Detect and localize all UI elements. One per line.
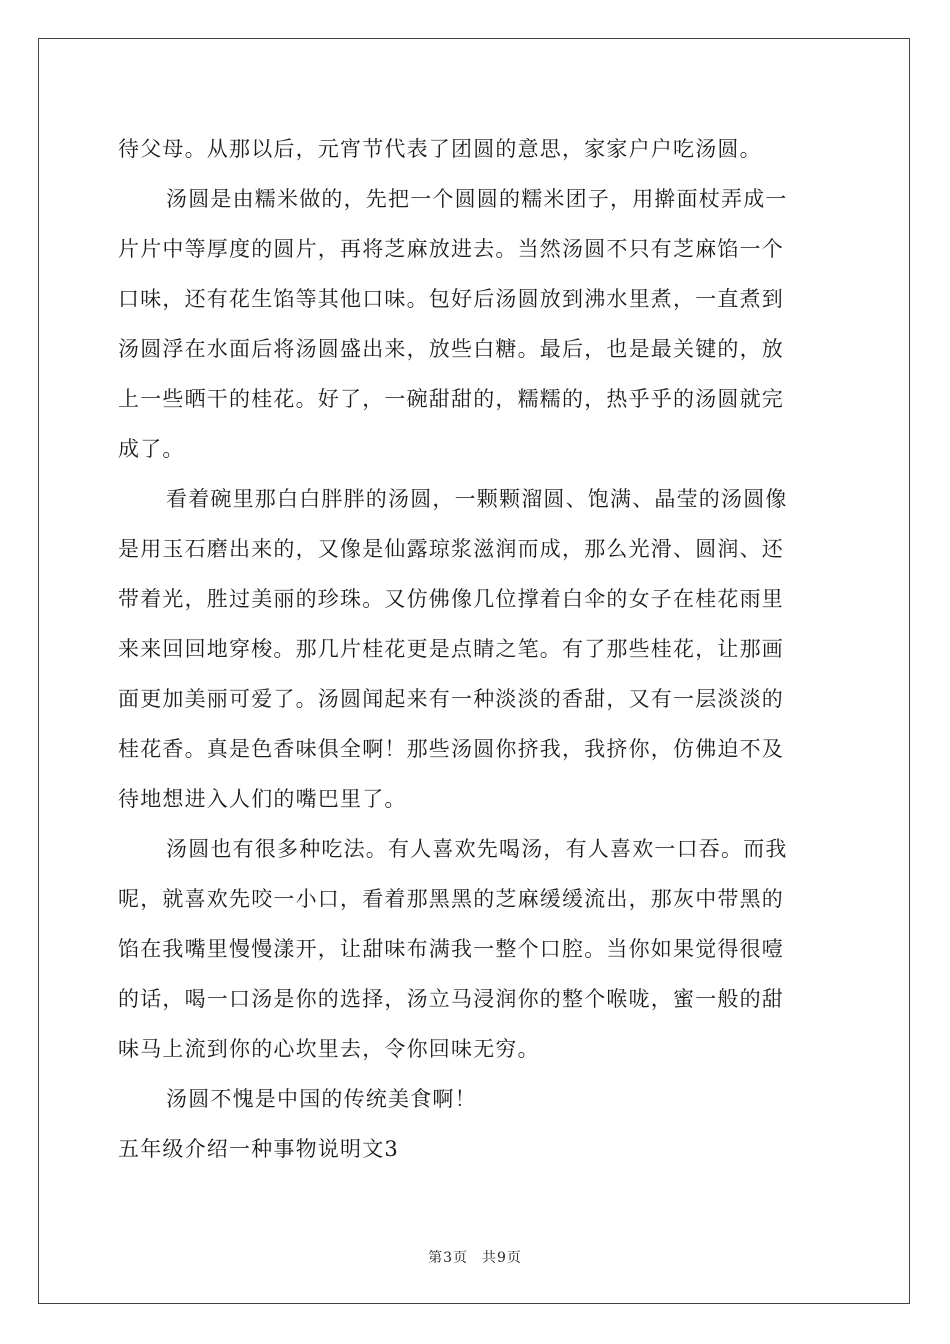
text-line: 汤圆也有很多种吃法。有人喜欢先喝汤，有人喜欢一口吞。而我: [166, 837, 788, 861]
current-page-label: 第3页: [428, 1250, 468, 1266]
text-line: 口味，还有花生馅等其他口味。包好后汤圆放到沸水里煮，一直煮到: [118, 287, 784, 311]
text-line: 看着碗里那白白胖胖的汤圆，一颗颗溜圆、饱满、晶莹的汤圆像: [166, 487, 788, 511]
page-footer: [0, 1247, 950, 1267]
total-pages-label: 共9页: [482, 1250, 522, 1266]
text-line: 汤圆浮在水面后将汤圆盛出来，放些白糖。最后，也是最关键的，放: [118, 337, 784, 361]
text-line: 带着光，胜过美丽的珍珠。又仿佛像几位撑着白伞的女子在桂花雨里: [118, 587, 784, 611]
text-line: 来来回回地穿梭。那几片桂花更是点睛之笔。有了那些桂花，让那画: [118, 637, 784, 661]
text-line: 桂花香。真是色香味俱全啊！那些汤圆你挤我，我挤你，仿佛迫不及: [118, 737, 784, 761]
text-line: 片片中等厚度的圆片，再将芝麻放进去。当然汤圆不只有芝麻馅一个: [118, 237, 784, 261]
text-line: 呢，就喜欢先咬一小口，看着那黑黑的芝麻缓缓流出，那灰中带黑的: [118, 887, 784, 911]
text-line: 面更加美丽可爱了。汤圆闻起来有一种淡淡的香甜，又有一层淡淡的: [118, 687, 784, 711]
section-heading: 五年级介绍一种事物说明文3: [118, 1137, 399, 1161]
text-line: 汤圆不愧是中国的传统美食啊！: [166, 1087, 477, 1111]
text-line: 成了。: [118, 437, 185, 461]
text-line: 上一些晒干的桂花。好了，一碗甜甜的，糯糯的，热乎乎的汤圆就完: [118, 387, 784, 411]
text-line: 汤圆是由糯米做的，先把一个圆圆的糯米团子，用擀面杖弄成一: [166, 187, 788, 211]
text-line: 的话，喝一口汤是你的选择，汤立马浸润你的整个喉咙，蜜一般的甜: [118, 987, 784, 1011]
text-line: 馅在我嘴里慢慢漾开，让甜味布满我一整个口腔。当你如果觉得很噎: [118, 937, 784, 961]
text-line: 味马上流到你的心坎里去，令你回味无穷。: [118, 1037, 540, 1061]
text-line: 待地想进入人们的嘴巴里了。: [118, 787, 407, 811]
text-line: 待父母。从那以后，元宵节代表了团圆的意思，家家户户吃汤圆。: [118, 137, 762, 161]
text-line: 是用玉石磨出来的，又像是仙露琼浆滋润而成，那么光滑、圆润、还: [118, 537, 784, 561]
document-body: [118, 124, 834, 1174]
